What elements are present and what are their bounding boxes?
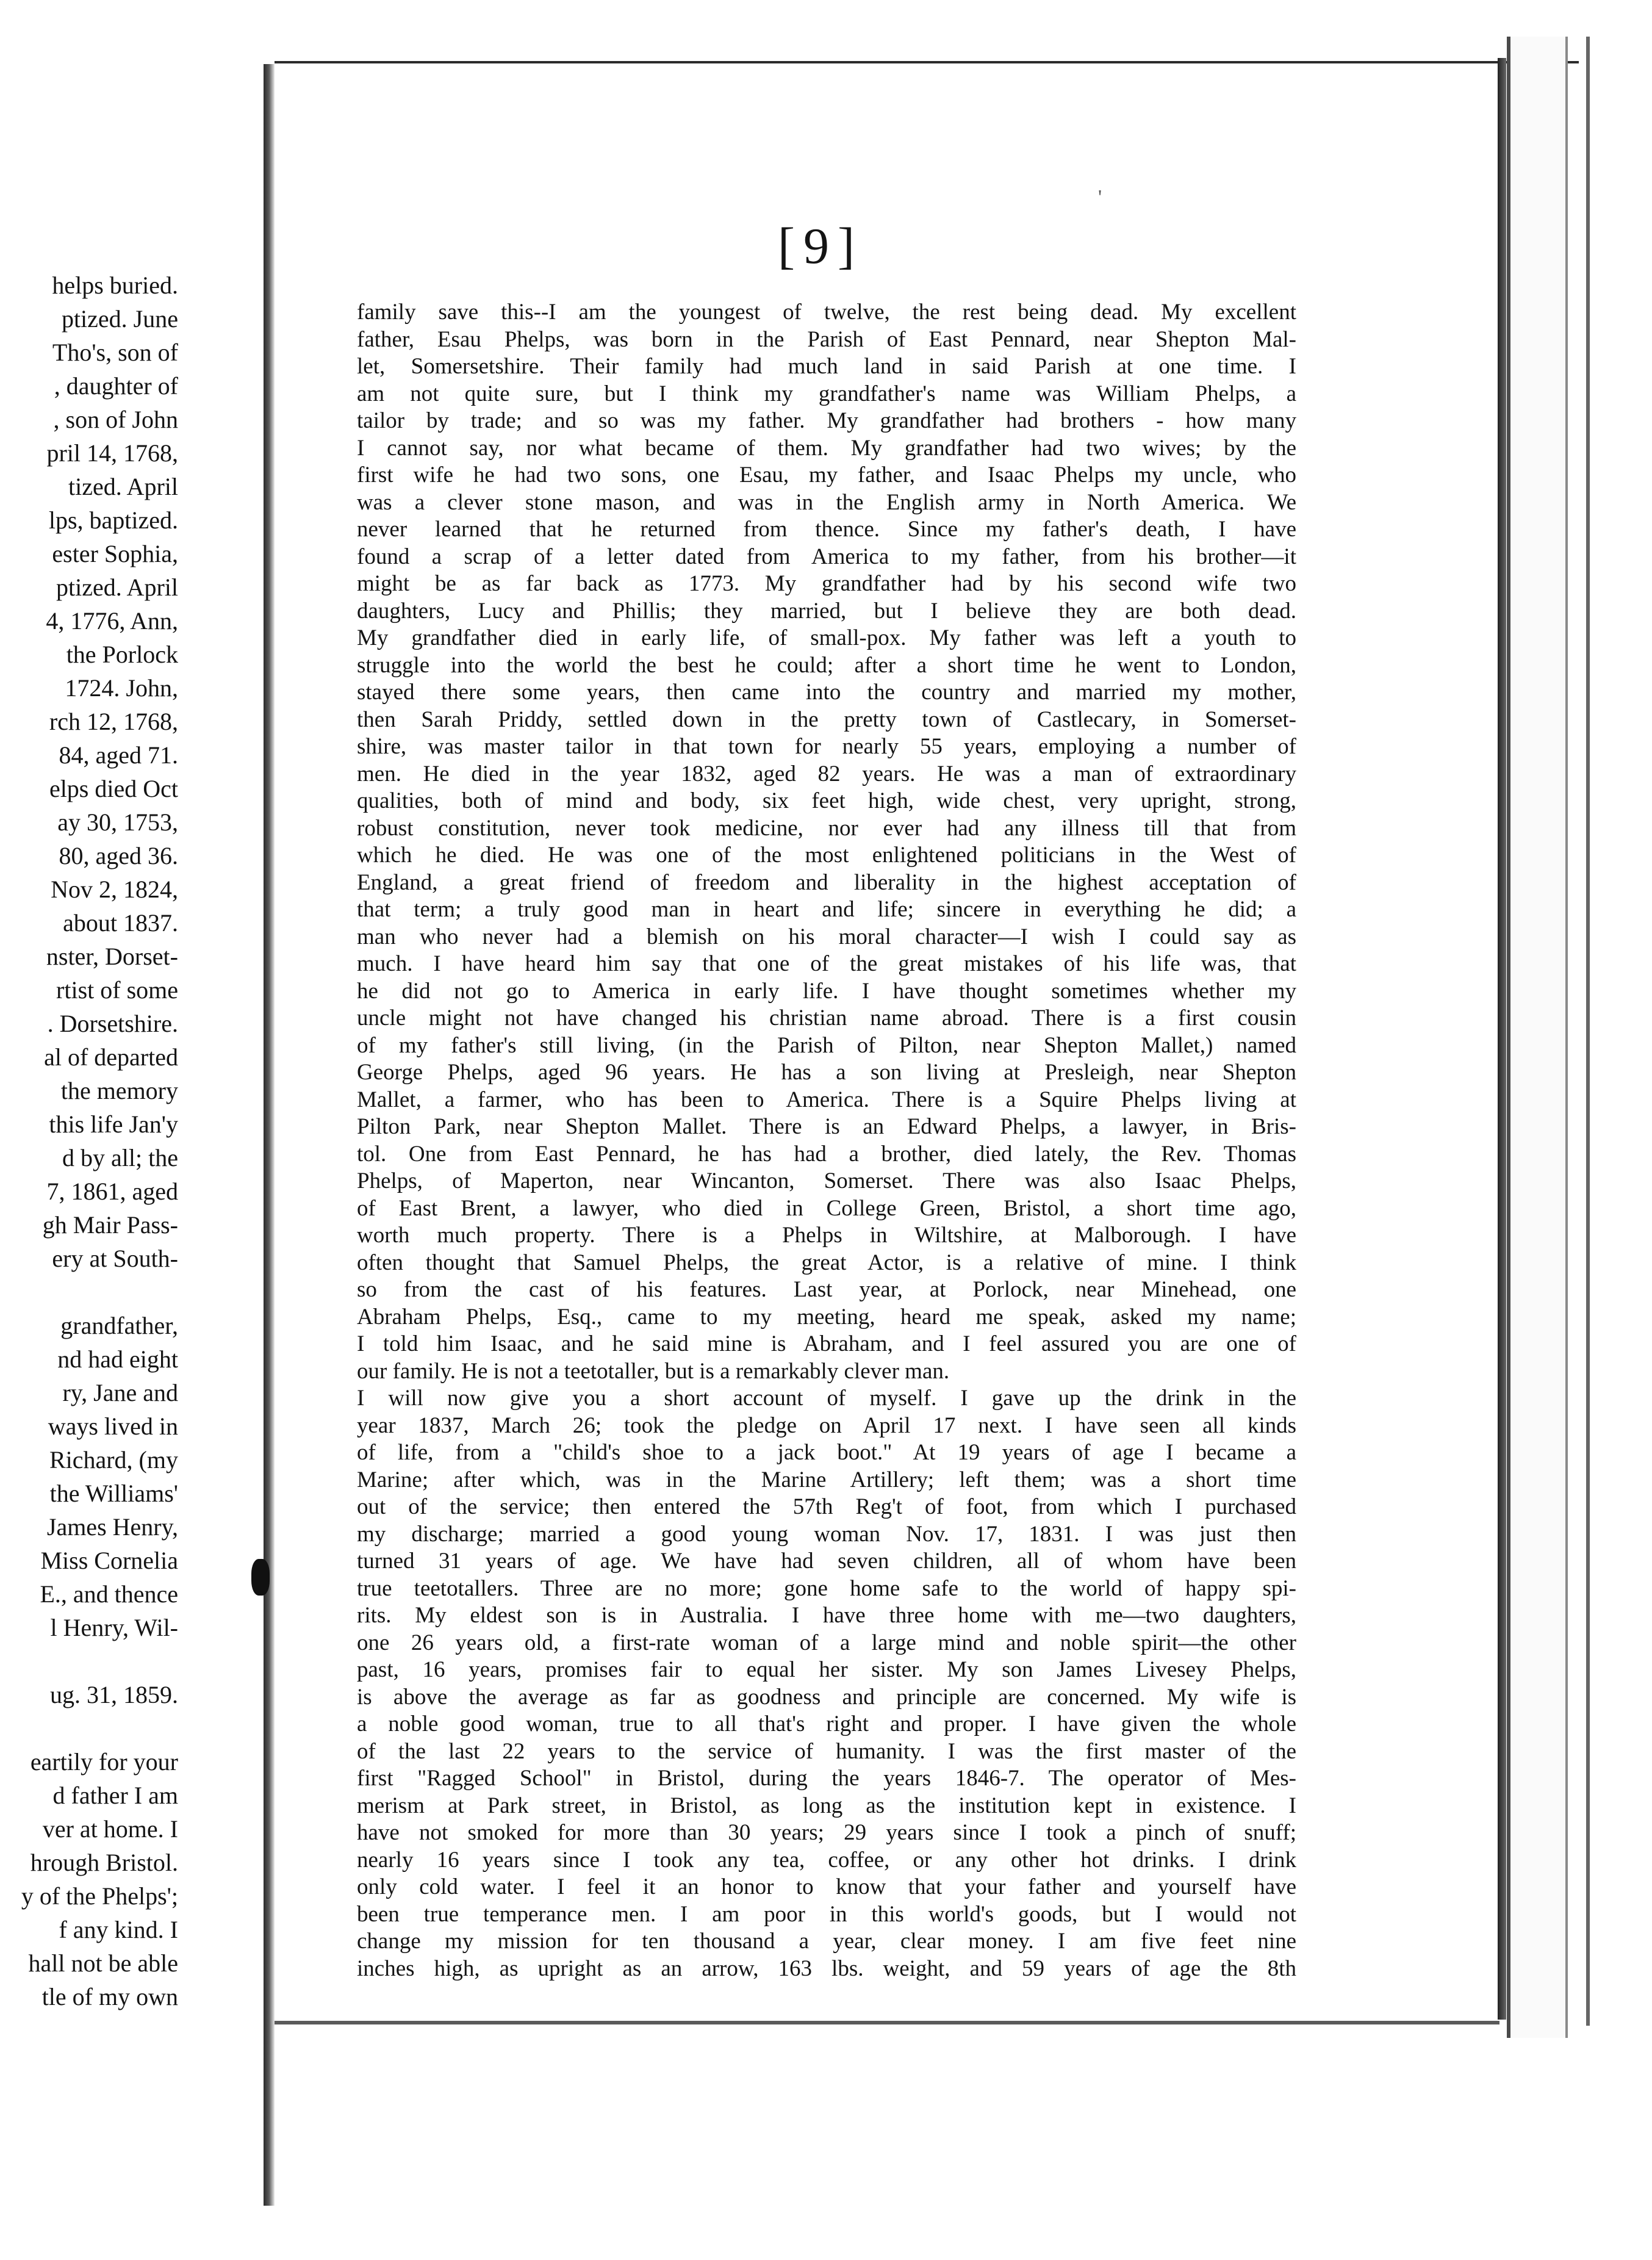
left-page-line: tle of my own xyxy=(41,1983,178,2010)
left-page-line: hrough Bristol. xyxy=(30,1849,178,1876)
left-page-line: about 1837. xyxy=(63,909,178,937)
text-line: have not smoked for more than 30 years; 29 years since I took a pinch of snuff; xyxy=(357,1820,1296,1845)
left-page-line: al of departed xyxy=(44,1043,178,1071)
left-page-line: tized. April xyxy=(68,473,178,500)
text-line: might be as far back as 1773. My grandfather had by his second wife two xyxy=(357,571,1296,596)
text-line: George Phelps, aged 96 years. He has a son living at Presleigh, near Shepton xyxy=(357,1060,1296,1085)
left-page-line: ug. 31, 1859. xyxy=(50,1681,178,1708)
text-line: change my mission for ten thousand a year, clear money. I am five feet nine xyxy=(357,1929,1296,1954)
text-line: that term; a truly good man in heart and life; sincere in everything he did; a xyxy=(357,897,1296,922)
left-page-line: the Williams' xyxy=(49,1480,178,1507)
left-page-line: . Dorsetshire. xyxy=(47,1010,178,1037)
left-page-line: this life Jan'y xyxy=(49,1110,178,1138)
left-page-line: 80, aged 36. xyxy=(59,842,178,869)
left-page-line: ptized. June xyxy=(61,305,178,333)
left-page-line: rtist of some xyxy=(56,976,178,1004)
text-line: year 1837, March 26; took the pledge on April 17 next. I have seen all kinds xyxy=(357,1412,1296,1438)
text-line: I told him Isaac, and he said mine is Abraham, and I feel assured you are one of xyxy=(357,1331,1296,1356)
text-line: uncle might not have changed his christian name abroad. There is a first cousin xyxy=(357,1006,1296,1031)
book-gutter xyxy=(264,64,275,2206)
text-line: merism at Park street, in Bristol, as long as the institution kept in existence. I xyxy=(357,1793,1296,1818)
left-page-line: ptized. April xyxy=(56,574,178,601)
left-page-line: gh Mair Pass- xyxy=(42,1211,178,1239)
text-line: men. He died in the year 1832, aged 82 years. He was a man of extraordinary xyxy=(357,761,1296,786)
left-page-line: ways lived in xyxy=(48,1412,178,1440)
left-page-line: lps, baptized. xyxy=(48,506,178,534)
text-line: our family. He is not a teetotaller, but is a remarkably clever man. xyxy=(357,1358,950,1384)
left-page-line: d by all; the xyxy=(62,1144,178,1171)
text-line: stayed there some years, then came into the country and married my mother, xyxy=(357,680,1296,705)
text-line: Abraham Phelps, Esq., came to my meeting, heard me speak, asked my name; xyxy=(357,1304,1296,1330)
text-line: nearly 16 years since I took any tea, coffee, or any other hot drinks. I drink xyxy=(357,1847,1296,1873)
text-line: My grandfather died in early life, of small-pox. My father was left a youth to xyxy=(357,625,1296,650)
left-page-fragment xyxy=(0,268,183,2038)
text-line: of life, from a "child's shoe to a jack boot." At 19 years of age I became a xyxy=(357,1440,1296,1465)
left-page-line: 7, 1861, aged xyxy=(46,1178,178,1205)
text-line: much. I have heard him say that one of the great mistakes of his life was, that xyxy=(357,951,1296,976)
right-page-edge xyxy=(1498,58,1506,2020)
next-leaf-edge xyxy=(1507,37,1568,2038)
left-page-line: d father I am xyxy=(52,1782,178,1809)
text-line: I will now give you a short account of myself. I gave up the drink in the xyxy=(357,1386,1296,1411)
left-page-line: ry, Jane and xyxy=(62,1379,178,1406)
text-line: one 26 years old, a first-rate woman of a large mind and noble spirit—the other xyxy=(357,1630,1296,1655)
text-line: tol. One from East Pennard, he has had a brother, died lately, the Rev. Thomas xyxy=(357,1141,1296,1167)
left-page-line: the Porlock xyxy=(66,641,178,668)
left-page-line: 1724. John, xyxy=(65,674,178,702)
text-line: of East Brent, a lawyer, who died in College Green, Bristol, a short time ago, xyxy=(357,1195,1296,1221)
text-line: turned 31 years of age. We have had seven children, all of whom have been xyxy=(357,1549,1296,1574)
left-page-line: nd had eight xyxy=(57,1345,178,1373)
text-line: struggle into the world the best he could; after a short time he went to London, xyxy=(357,652,1296,678)
text-line: worth much property. There is a Phelps in Wiltshire, at Malborough. I have xyxy=(357,1223,1296,1248)
left-page-line: ver at home. I xyxy=(42,1815,178,1843)
left-page-line: helps buried. xyxy=(52,272,178,299)
text-line: family save this--I am the youngest of twelve, the rest being dead. My excellent xyxy=(357,300,1296,325)
left-page-line: y of the Phelps'; xyxy=(21,1882,178,1910)
text-line: robust constitution, never took medicine, nor ever had any illness till that from xyxy=(357,815,1296,841)
left-page-line: E., and thence xyxy=(40,1580,178,1608)
text-line: only cold water. I feel it an honor to know that your father and yourself have xyxy=(357,1874,1296,1899)
left-page-line: Richard, (my xyxy=(49,1446,178,1474)
text-line: been true temperance men. I am poor in this world's goods, but I would not xyxy=(357,1901,1296,1927)
left-page-line: elps died Oct xyxy=(49,775,178,802)
text-line: often thought that Samuel Phelps, the great Actor, is a relative of mine. I think xyxy=(357,1250,1296,1275)
left-page-line: nster, Dorset- xyxy=(46,943,178,970)
text-line: is above the average as far as goodness and principle are concerned. My wife is xyxy=(357,1684,1296,1710)
left-page-line: Miss Cornelia xyxy=(40,1547,178,1574)
left-page-line: , daughter of xyxy=(54,372,178,400)
text-line: daughters, Lucy and Phillis; they married, but I believe they are both dead. xyxy=(357,598,1296,624)
left-page-line: 84, aged 71. xyxy=(59,741,178,769)
left-page-line: ay 30, 1753, xyxy=(57,808,178,836)
top-page-edge xyxy=(275,0,1579,63)
left-page-line: , son of John xyxy=(53,406,178,433)
text-line: never learned that he returned from thence. Since my father's death, I have xyxy=(357,517,1296,542)
text-line: of the last 22 years to the service of humanity. I was the first master of the xyxy=(357,1738,1296,1764)
text-line: Mallet, a farmer, who has been to America. There is a Squire Phelps living at xyxy=(357,1087,1296,1112)
left-page-line: eartily for your xyxy=(30,1748,178,1776)
text-line: I cannot say, nor what became of them. My grandfather had two wives; by the xyxy=(357,435,1296,461)
left-page-line: pril 14, 1768, xyxy=(46,439,178,467)
left-page-line: rch 12, 1768, xyxy=(49,708,178,735)
text-line: man who never had a blemish on his moral character—I wish I could say as xyxy=(357,924,1296,949)
text-line: father, Esau Phelps, was born in the Parish of East Pennard, near Shepton Mal- xyxy=(357,326,1296,352)
text-line: first "Ragged School" in Bristol, during the years 1846-7. The operator of Mes- xyxy=(357,1766,1296,1791)
text-line: rits. My eldest son is in Australia. I have three home with me—two daughters, xyxy=(357,1603,1296,1628)
text-line: Phelps, of Maperton, near Wincanton, Somerset. There was also Isaac Phelps, xyxy=(357,1168,1296,1193)
text-line: found a scrap of a letter dated from America to my father, from his brother—it xyxy=(357,544,1296,569)
stray-mark: ' xyxy=(1098,186,1102,209)
left-page-line: l Henry, Wil- xyxy=(50,1614,178,1641)
text-line: inches high, as upright as an arrow, 163 lbs. weight, and 59 years of age the 8th xyxy=(357,1956,1296,1981)
left-page-line: James Henry, xyxy=(46,1513,178,1541)
text-line: my discharge; married a good young woman Nov. 17, 1831. I was just then xyxy=(357,1521,1296,1547)
text-line: qualities, both of mind and body, six feet high, wide chest, very upright, strong, xyxy=(357,788,1296,813)
text-line: tailor by trade; and so was my father. My grandfather had brothers - how many xyxy=(357,408,1296,433)
text-line: which he died. He was one of the most enlightened politicians in the West of xyxy=(357,843,1296,868)
text-line: true teetotallers. Three are no more; gone home safe to the world of happy spi- xyxy=(357,1575,1296,1601)
text-line: so from the cast of his features. Last year, at Porlock, near Minehead, one xyxy=(357,1277,1296,1302)
left-page-line: Tho's, son of xyxy=(52,339,178,366)
left-page-line: ester Sophia, xyxy=(52,540,178,567)
text-line: he did not go to America in early life. I have thought sometimes whether my xyxy=(357,978,1296,1004)
text-line: let, Somersetshire. Their family had much land in said Parish at one time. I xyxy=(357,354,1296,379)
body-text xyxy=(357,299,1296,1982)
outer-leaf-edge xyxy=(1586,37,1590,2026)
left-page-line: 4, 1776, Ann, xyxy=(46,607,178,635)
text-line: Marine; after which, was in the Marine Artillery; left them; was a short time xyxy=(357,1467,1296,1492)
text-line: then Sarah Priddy, settled down in the pretty town of Castlecary, in Somerset- xyxy=(357,707,1296,732)
left-page-line: grandfather, xyxy=(60,1312,178,1339)
text-line: am not quite sure, but I think my grandfather's name was William Phelps, a xyxy=(357,381,1296,406)
text-line: shire, was master tailor in that town for nearly 55 years, employing a number of xyxy=(357,734,1296,759)
text-line: out of the service; then entered the 57th Reg't of foot, from which I purchased xyxy=(357,1494,1296,1519)
text-line: first wife he had two sons, one Esau, my father, and Isaac Phelps my uncle, who xyxy=(357,462,1296,488)
left-page-line: hall not be able xyxy=(28,1949,178,1977)
left-page-line: the memory xyxy=(60,1077,178,1104)
left-page-line: ery at South- xyxy=(52,1245,178,1272)
gutter-ink-mark xyxy=(251,1559,270,1596)
left-page-line: Nov 2, 1824, xyxy=(51,876,178,903)
text-line: of my father's still living, (in the Parish of Pilton, near Shepton Mallet,) named xyxy=(357,1032,1296,1058)
bottom-page-edge xyxy=(275,2021,1499,2024)
text-line: past, 16 years, promises fair to equal her sister. My son James Livesey Phelps, xyxy=(357,1657,1296,1682)
text-line: Pilton Park, near Shepton Mallet. There is an Edward Phelps, a lawyer, in Bris- xyxy=(357,1114,1296,1139)
page-number: [9] xyxy=(778,218,863,275)
text-line: a noble good woman, true to all that's right and proper. I have given the whole xyxy=(357,1711,1296,1736)
text-line: England, a great friend of freedom and liberality in the highest acceptation of xyxy=(357,869,1296,895)
text-line: was a clever stone mason, and was in the English army in North America. We xyxy=(357,489,1296,515)
left-page-line: f any kind. I xyxy=(59,1916,178,1943)
